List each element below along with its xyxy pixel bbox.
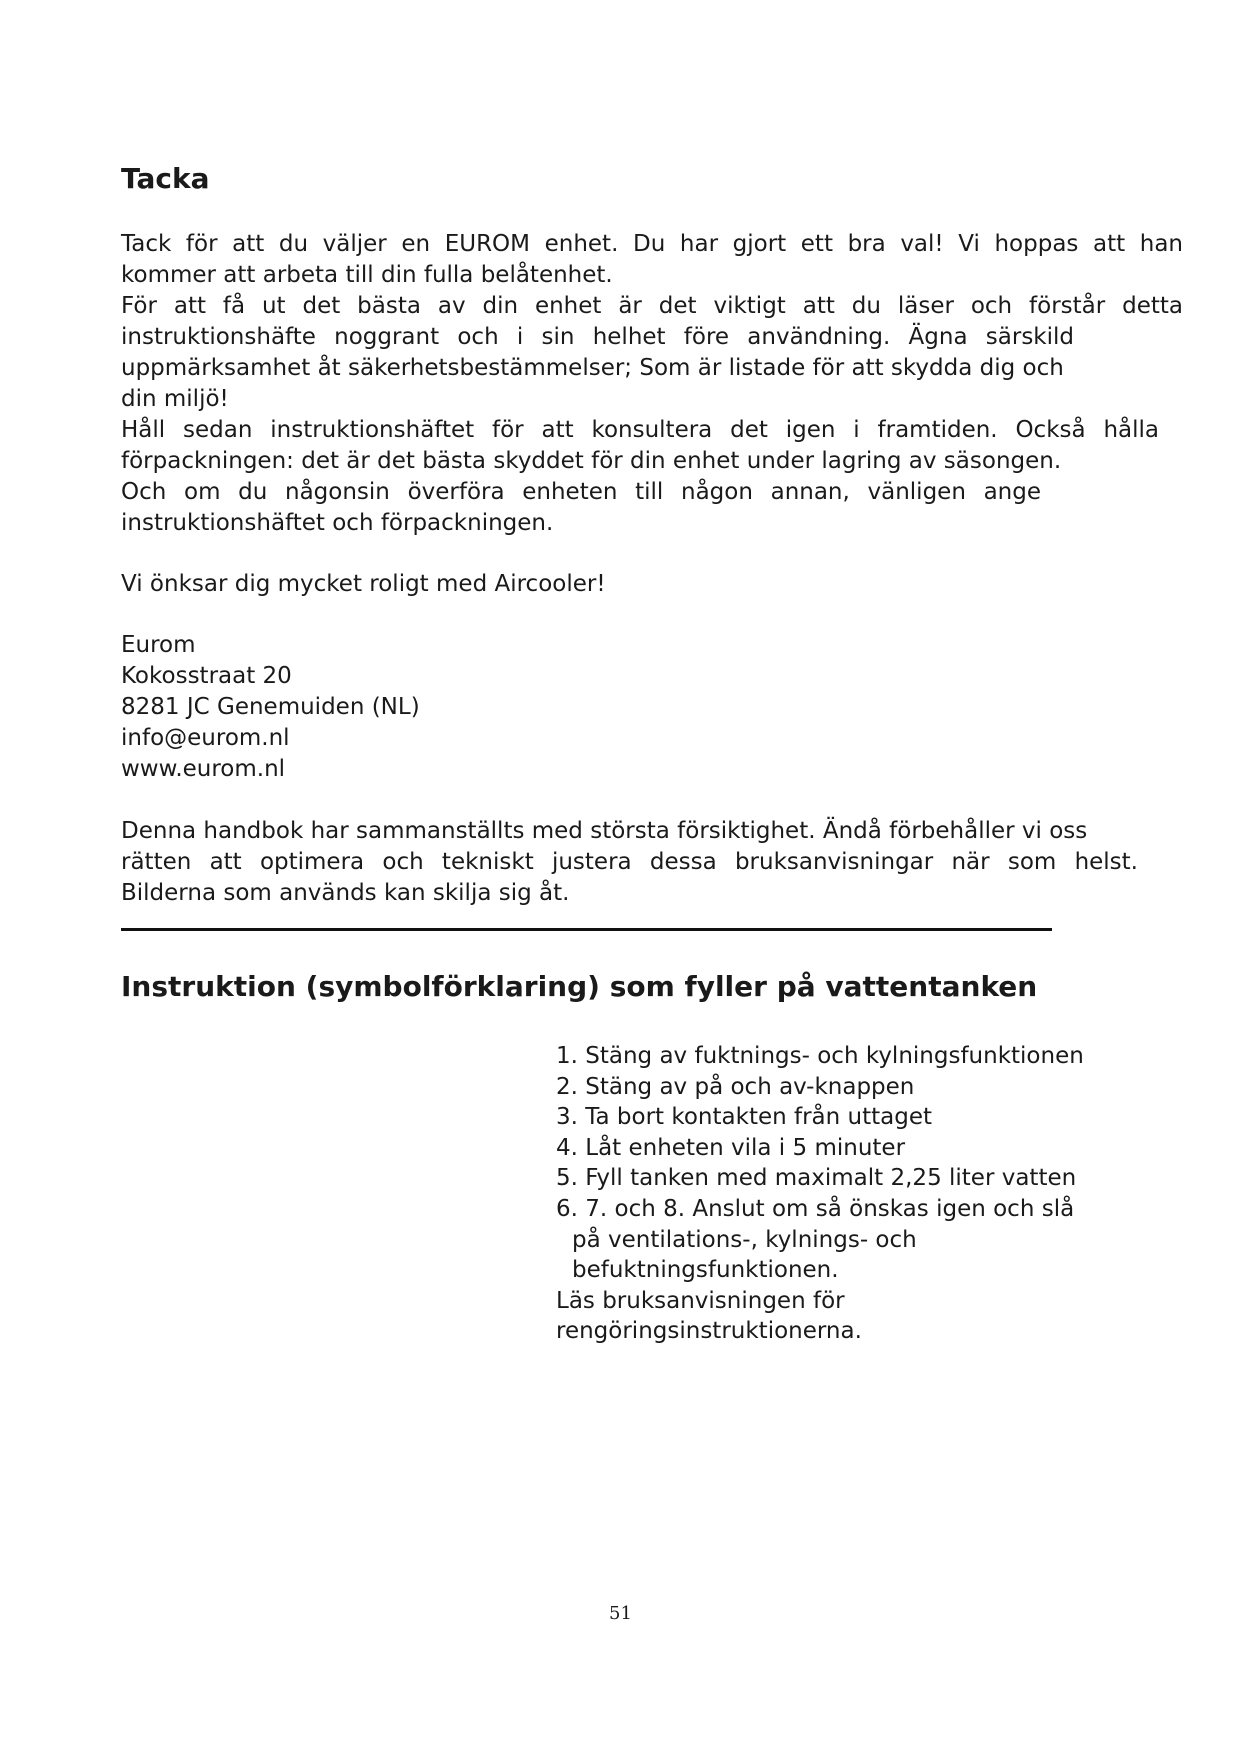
step-item: 4. Låt enheten vila i 5 minuter xyxy=(556,1134,906,1161)
step-item: 6. 7. och 8. Anslut om så önskas igen och slå xyxy=(556,1195,1075,1222)
disclaimer-line: Denna handbok har sammanställts med största försiktighet. Ändå förbehåller vi oss xyxy=(121,818,1088,844)
section-title-thanks: Tacka xyxy=(121,162,210,195)
section-divider xyxy=(121,928,1052,931)
address-company: Eurom xyxy=(121,632,196,658)
step-continuation: befuktningsfunktionen. xyxy=(572,1257,839,1284)
step-item: 3. Ta bort kontakten från uttaget xyxy=(556,1104,933,1131)
address-block xyxy=(121,630,420,785)
intro-line: din miljö! xyxy=(121,386,229,412)
intro-line: Håll sedan instruktionshäftet för att konsultera det igen i framtiden. Också hålla xyxy=(121,417,1159,443)
step-continuation: på ventilations-, kylnings- och xyxy=(572,1226,917,1253)
disclaimer-line: Bilderna som används kan skilja sig åt. xyxy=(121,880,570,906)
intro-line: förpackningen: det är det bästa skyddet för din enhet under lagring av säsongen. xyxy=(121,448,1062,474)
address-website: www.eurom.nl xyxy=(121,756,286,782)
intro-line: uppmärksamhet åt säkerhetsbestämmelser; Som är listade för att skydda dig och xyxy=(121,355,1064,381)
cleaning-note: Läs bruksanvisningen för xyxy=(556,1287,845,1314)
instruction-steps xyxy=(556,1041,1084,1347)
intro-line: Och om du någonsin överföra enheten till någon annan, vänligen ange xyxy=(121,479,1041,505)
intro-line: kommer att arbeta till din fulla belåtenhet. xyxy=(121,262,613,288)
intro-line: instruktionshäftet och förpackningen. xyxy=(121,510,554,536)
cleaning-note: rengöringsinstruktionerna. xyxy=(556,1318,862,1345)
step-item: 2. Stäng av på och av-knappen xyxy=(556,1073,915,1100)
address-street: Kokosstraat 20 xyxy=(121,663,292,689)
wish-text: Vi önksar dig mycket roligt med Aircooler! xyxy=(121,571,606,597)
intro-line: För att få ut det bästa av din enhet är det viktigt att du läser och förstår detta xyxy=(121,293,1183,319)
section-title-instructions: Instruktion (symbolförklaring) som fyller på vattentanken xyxy=(121,970,1038,1003)
intro-line: Tack för att du väljer en EUROM enhet. Du har gjort ett bra val! Vi hoppas att han xyxy=(121,231,1183,257)
page-number: 51 xyxy=(609,1603,632,1624)
step-item: 1. Stäng av fuktnings- och kylningsfunktionen xyxy=(556,1043,1084,1069)
disclaimer-paragraph xyxy=(121,816,1191,909)
intro-paragraph xyxy=(121,229,1191,539)
wish-line xyxy=(121,569,606,600)
disclaimer-line: rätten att optimera och tekniskt justera dessa bruksanvisningar när som helst. xyxy=(121,849,1138,875)
intro-line: instruktionshäfte noggrant och i sin helhet före användning. Ägna särskild xyxy=(121,324,1074,350)
step-item: 5. Fyll tanken med maximalt 2,25 liter vatten xyxy=(556,1165,1077,1192)
address-email: info@eurom.nl xyxy=(121,725,290,751)
address-city: 8281 JC Genemuiden (NL) xyxy=(121,694,420,720)
